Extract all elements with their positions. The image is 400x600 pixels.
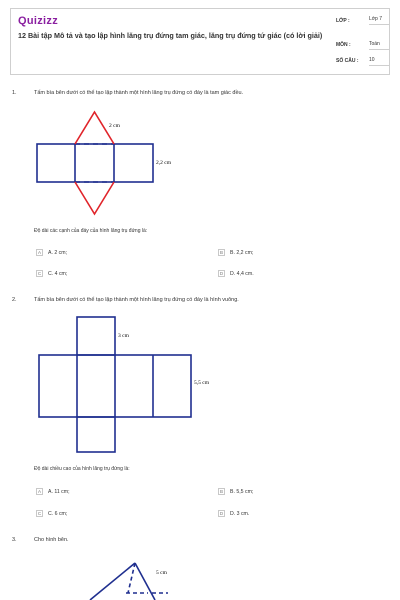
question-3-number: 3. [12,537,17,543]
question-1-text: Tấm bìa bên dưới có thể tạo lập thành một hình lăng trụ đứng có đáy là tam giác đều. [34,90,244,96]
option-text: B. 2,2 cm; [230,250,254,256]
question-count-label: SỐ CÂU : [336,58,359,64]
triangular-prism-net-figure [30,104,190,220]
prism-figure-partial [90,555,200,600]
edge-label-5cm: 5 cm [156,570,167,576]
option-letter-box: A [37,489,41,494]
question-2-number: 2. [12,297,17,303]
question-3-text: Cho hình bên. [34,537,69,543]
worksheet-title: 12 Bài tập Mô tả và tạo lập hình lăng trụ đứng tam giác, lăng trụ đứng tứ giác (có lời giải) [18,31,323,40]
option-text: D. 3 cm. [230,511,250,517]
edge-label-3cm: 3 cm [118,333,129,339]
question-count-value: 10 [369,57,389,66]
option-text: A. 2 cm; [48,250,68,256]
option-text: D. 4,4 cm. [230,271,254,277]
question-2-prompt: Độ dài chiều cao của hình lăng trụ đứng là: [34,466,130,472]
subject-label: MÔN : [336,42,351,48]
net-rectangles [39,317,191,452]
height-label-5-5cm: 5,5 cm [194,380,209,386]
question-1-prompt: Độ dài các cạnh của đáy của hình lăng trụ đứng là: [34,228,148,234]
square-prism-net-figure [30,312,220,456]
question-2-text: Tấm bìa bên dưới có thể tạo lập thành một hình lăng trụ đứng có đáy là hình vuông. [34,297,239,303]
option-text: B. 5,5 cm; [230,489,254,495]
option-letter-box: D [219,511,224,516]
question-1-number: 1. [12,90,17,96]
fold-lines [75,144,114,182]
option-letter-box: D [219,271,224,276]
option-letter-box: B [219,250,223,255]
edge-label-2cm: 2 cm [109,123,120,129]
net-rectangles [37,144,153,182]
option-letter-box: C [37,271,42,276]
option-letter-box: C [37,511,42,516]
option-letter-box: B [219,489,223,494]
quizizz-logo: Quizizz [18,15,58,27]
option-text: C. 4 cm; [48,271,68,277]
class-label: LỚP : [336,18,350,24]
option-letter-box: A [37,250,41,255]
subject-value: Toán [369,41,389,50]
option-text: A. 11 cm; [48,489,70,495]
class-value: Lớp 7 [369,16,389,25]
height-label-2-2cm: 2,2 cm [156,160,171,166]
worksheet-header [10,8,390,75]
option-text: C. 6 cm; [48,511,68,517]
